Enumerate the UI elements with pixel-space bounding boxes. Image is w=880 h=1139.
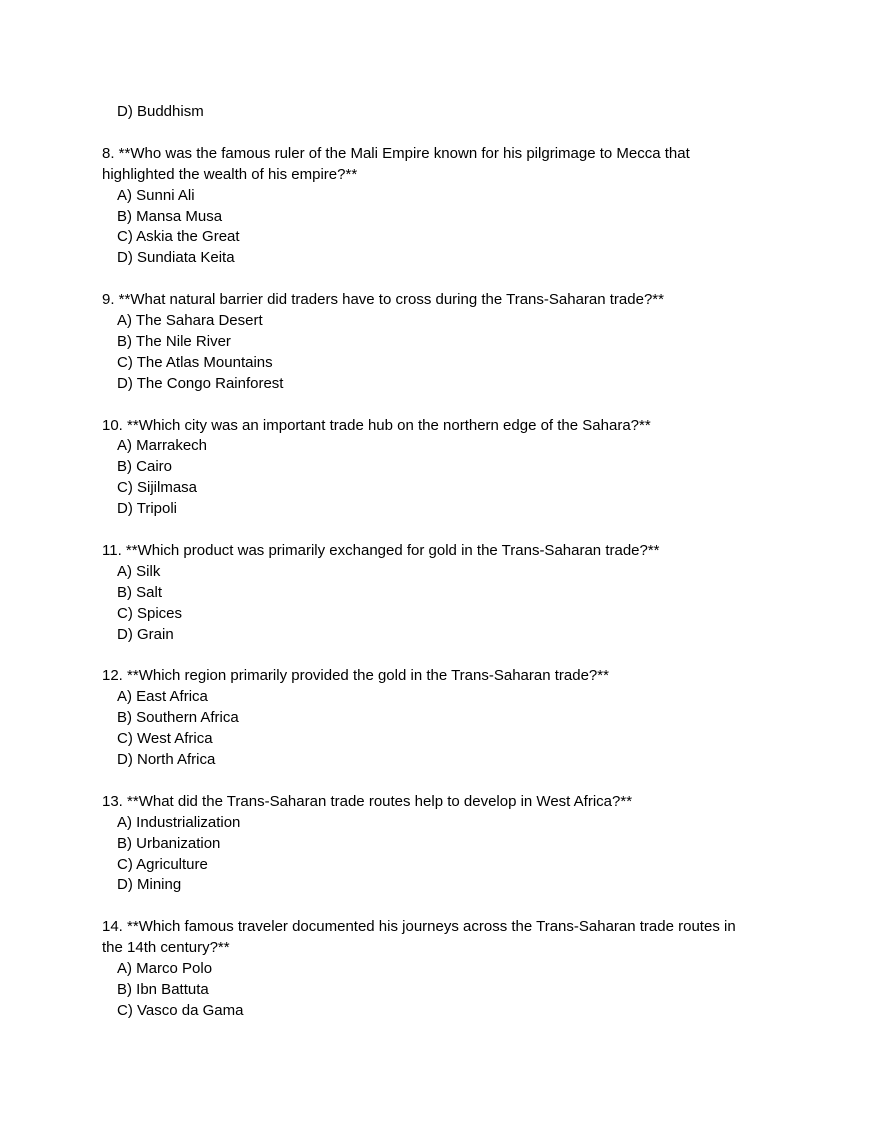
question-text: 12. **Which region primarily provided the gold in the Trans-Saharan trade?**: [102, 667, 609, 685]
question-block: [102, 917, 792, 1022]
answer-option: D) North Africa: [117, 751, 216, 769]
question-block: [102, 541, 792, 646]
answer-option: A) Industrialization: [117, 813, 241, 831]
answer-option: B) The Nile River: [117, 332, 231, 350]
answer-option: D) Buddhism: [117, 103, 204, 120]
answer-option: C) The Atlas Mountains: [117, 353, 273, 371]
answer-option: A) Marrakech: [117, 437, 208, 455]
answer-option: D) Grain: [117, 625, 174, 643]
answer-option: B) Mansa Musa: [117, 207, 223, 225]
answer-option: C) Vasco da Gama: [117, 1001, 244, 1019]
answer-option: C) Spices: [117, 604, 183, 622]
question-text: 14. **Which famous traveler documented his journeys across the Trans-Saharan trade routes in: [102, 918, 736, 936]
answer-option: C) West Africa: [117, 730, 213, 748]
question-text: 10. **Which city was an important trade hub on the northern edge of the Sahara?**: [102, 416, 651, 434]
answer-option: C) Askia the Great: [117, 228, 240, 246]
answer-option: B) Ibn Battuta: [117, 980, 209, 998]
answer-option: A) Silk: [117, 562, 161, 580]
question-block: [102, 666, 792, 771]
question-block: [102, 290, 792, 395]
answer-option: A) Marco Polo: [117, 960, 213, 978]
answer-option: A) East Africa: [117, 688, 208, 706]
question-text: 11. **Which product was primarily exchanged for gold in the Trans-Saharan trade?**: [102, 541, 660, 559]
answer-option: D) Sundiata Keita: [117, 249, 235, 267]
answer-option: D) Mining: [117, 876, 182, 894]
answer-option: A) Sunni Ali: [117, 186, 195, 204]
question-block: [102, 144, 792, 269]
answer-option: B) Southern Africa: [117, 709, 239, 727]
answer-option: D) Tripoli: [117, 500, 178, 518]
question-list: [102, 144, 792, 1022]
question-text: 13. **What did the Trans-Saharan trade routes help to develop in West Africa?**: [102, 792, 633, 810]
question-block: [102, 792, 792, 897]
question-text: 8. **Who was the famous ruler of the Mali Empire known for his pilgrimage to Mecca that: [102, 144, 690, 162]
question-text: 9. **What natural barrier did traders have to cross during the Trans-Saharan trade?**: [102, 291, 664, 309]
answer-option: B) Urbanization: [117, 834, 221, 852]
answer-option: B) Salt: [117, 583, 163, 601]
question-text: highlighted the wealth of his empire?**: [102, 165, 358, 183]
answer-option: A) The Sahara Desert: [117, 312, 263, 330]
answer-option: C) Sijilmasa: [117, 479, 198, 497]
question-block: [102, 416, 792, 521]
question-text: the 14th century?**: [102, 939, 230, 957]
answer-option: B) Cairo: [117, 458, 173, 476]
answer-option: C) Agriculture: [117, 855, 208, 873]
answer-option: D) The Congo Rainforest: [117, 374, 284, 392]
document-content: [102, 102, 792, 1022]
